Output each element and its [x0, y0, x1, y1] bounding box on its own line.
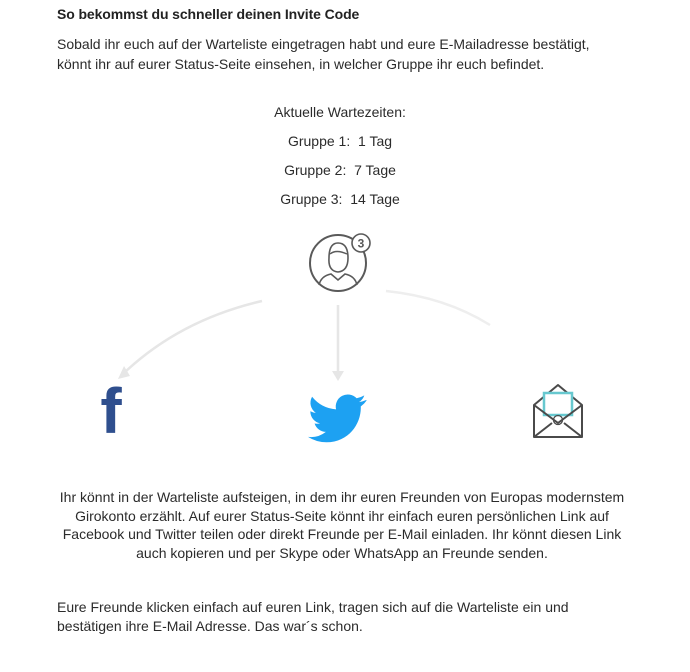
- section-heading: So bekommst du schneller deinen Invite Code: [57, 6, 360, 22]
- connector-line-left: [124, 301, 262, 373]
- facebook-icon[interactable]: f: [100, 375, 122, 447]
- wait-group-label: Gruppe 2:: [284, 162, 347, 178]
- notification-badge: [352, 234, 370, 252]
- arrowhead-center: [332, 371, 344, 381]
- wait-group-3: [0, 189, 680, 218]
- closing-paragraph: Eure Freunde klicken einfach auf euren Link, tragen sich auf die Warteliste ein und bestätigen ihre E-Mail Adresse. Das war´s schon.: [57, 599, 569, 634]
- wait-group-label: Gruppe 3:: [280, 191, 343, 207]
- wait-group-value: 1 Tag: [358, 133, 393, 149]
- share-diagram: [0, 225, 690, 455]
- email-icon[interactable]: [534, 385, 582, 437]
- wait-times-block: [0, 102, 680, 218]
- wait-group-1: [0, 131, 680, 160]
- twitter-icon[interactable]: [308, 394, 367, 442]
- wait-group-label: Gruppe 1:: [287, 133, 351, 149]
- wait-group-value: 14 Tage: [350, 191, 400, 207]
- badge-count: 3: [357, 236, 365, 251]
- intro-paragraph: Sobald ihr euch auf der Warteliste eingetragen habt und eure E-Mailadresse bestätigt, könnt ihr auf eurer Status-Seite einsehen, in welcher Gruppe ihr euch befindet.: [57, 36, 590, 72]
- wait-times-title: Aktuelle Wartezeiten:: [274, 104, 406, 120]
- explanation-paragraph: Ihr könnt in der Warteliste aufsteigen, in dem ihr euren Freunden von Europas modernstem Girokonto erzählt. Auf eurer Status-Seite könnt ihr einfach euren persönlichen Link auf Facebook und Twitter teilen oder direkt Freunde per E-Mail einladen. Ihr könnt diesen Link auch kopieren und per Skype oder WhatsApp an Freunde senden.: [59, 489, 625, 561]
- wait-group-2: [0, 160, 680, 189]
- wait-group-value: 7 Tage: [354, 162, 396, 178]
- connector-line-right: [386, 291, 490, 325]
